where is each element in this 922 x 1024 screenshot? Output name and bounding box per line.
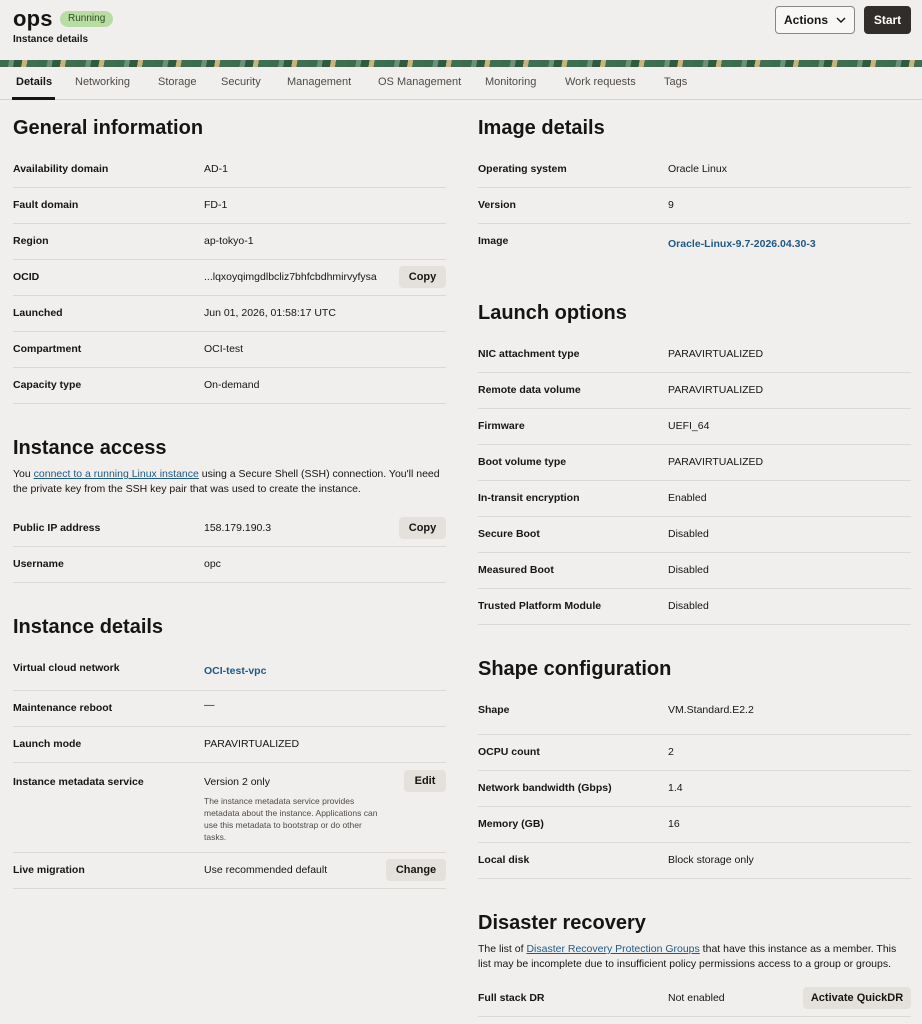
info-value: Oracle Linux xyxy=(668,163,727,175)
info-label: Network bandwidth (Gbps) xyxy=(478,782,612,794)
copy-ip-button[interactable]: Copy xyxy=(399,517,446,539)
tab-work-requests[interactable]: Work requests xyxy=(565,76,636,88)
image-row-image xyxy=(478,224,911,264)
vcn-link[interactable]: OCI-test-vpc xyxy=(204,665,267,677)
launch-row-remote-volume xyxy=(478,373,911,409)
info-value: PARAVIRTUALIZED xyxy=(668,456,764,468)
description-text: using a Secure Shell (SSH) connection. You'll need the private key from the SSH key pair that was used to create the instance. xyxy=(13,468,440,495)
launch-row-tpm xyxy=(478,589,911,625)
shape-row-ocpu xyxy=(478,735,911,771)
info-value: PARAVIRTUALIZED xyxy=(668,384,764,396)
instance-row-metadata-service xyxy=(13,763,446,853)
info-label: OCPU count xyxy=(478,746,540,758)
instance-access-description xyxy=(13,467,446,497)
info-label: Trusted Platform Module xyxy=(478,600,602,612)
tab-management[interactable]: Management xyxy=(287,76,352,88)
info-value: opc xyxy=(204,558,221,570)
info-label: Instance metadata service xyxy=(13,776,144,788)
info-label: Maintenance reboot xyxy=(13,702,113,714)
public-ip-value: 158.179.190.3 xyxy=(204,522,272,534)
page-title: ops xyxy=(13,6,53,31)
info-value: PARAVIRTUALIZED xyxy=(204,738,300,750)
tab-monitoring[interactable]: Monitoring xyxy=(485,76,537,88)
launch-row-encryption xyxy=(478,481,911,517)
info-label: Memory (GB) xyxy=(478,818,544,830)
instance-access-heading: Instance access xyxy=(13,437,167,459)
tab-networking[interactable]: Networking xyxy=(75,76,131,88)
tab-bar xyxy=(0,67,922,100)
shape-row-shape xyxy=(478,693,911,735)
disaster-recovery-description xyxy=(478,942,911,972)
info-value: UEFI_64 xyxy=(668,420,710,432)
dr-protection-groups-link[interactable]: Disaster Recovery Protection Groups xyxy=(526,943,700,955)
info-label: Local disk xyxy=(478,854,530,866)
launch-row-firmware xyxy=(478,409,911,445)
info-value: Block storage only xyxy=(668,854,754,866)
info-row-capacity-type xyxy=(13,368,446,404)
info-label: Version xyxy=(478,199,516,211)
general-information-heading: General information xyxy=(13,117,204,139)
info-value: Enabled xyxy=(668,492,707,504)
info-value: Version 2 only xyxy=(204,776,270,788)
info-row-region xyxy=(13,224,446,260)
info-label: OCID xyxy=(13,271,40,283)
info-row-fault-domain xyxy=(13,188,446,224)
instance-details-heading: Instance details xyxy=(13,616,164,638)
tab-security[interactable]: Security xyxy=(221,76,261,88)
info-value: 2 xyxy=(668,746,674,758)
info-value: On-demand xyxy=(204,379,260,391)
info-value: — xyxy=(204,699,215,711)
info-row-launched xyxy=(13,296,446,332)
status-badge: Running xyxy=(60,11,113,27)
info-label: Region xyxy=(13,235,49,247)
launch-row-secure-boot xyxy=(478,517,911,553)
info-label: Username xyxy=(13,558,64,570)
start-button[interactable]: Start xyxy=(864,6,911,34)
shape-row-local-disk xyxy=(478,843,911,879)
activate-quickdr-button[interactable]: Activate QuickDR xyxy=(803,987,911,1009)
instance-row-live-migration xyxy=(13,853,446,889)
info-value: Jun 01, 2026, 01:58:17 UTC xyxy=(204,307,336,319)
ocid-value: ...lqxoyqimgdlbcliz7bhfcbdhmirvyfysa xyxy=(204,271,377,283)
info-label: Launch mode xyxy=(13,738,82,750)
tab-os-management[interactable]: OS Management xyxy=(378,76,462,88)
active-tab-indicator xyxy=(12,97,55,100)
info-label: Launched xyxy=(13,307,63,319)
launch-row-measured-boot xyxy=(478,553,911,589)
info-value: Disabled xyxy=(668,564,709,576)
info-value: 16 xyxy=(668,818,680,830)
dr-row-full-stack xyxy=(478,981,911,1017)
edit-metadata-button[interactable]: Edit xyxy=(404,770,446,792)
shape-row-bandwidth xyxy=(478,771,911,807)
page-header xyxy=(0,0,922,60)
info-label: Remote data volume xyxy=(478,384,581,396)
copy-ocid-button[interactable]: Copy xyxy=(399,266,446,288)
info-label: Boot volume type xyxy=(478,456,567,468)
image-link[interactable]: Oracle-Linux-9.7-2026.04.30-3 xyxy=(668,238,816,250)
shape-row-memory xyxy=(478,807,911,843)
info-value: 9 xyxy=(668,199,674,211)
info-label: Full stack DR xyxy=(478,992,545,1004)
image-details-heading: Image details xyxy=(478,117,605,139)
access-row-public-ip xyxy=(13,511,446,547)
description-text: that have this instance as a member. This list may be incomplete due to insufficient policy permissions access to a group or groups. xyxy=(478,943,897,970)
connect-linux-instance-link[interactable]: connect to a running Linux instance xyxy=(33,468,199,480)
info-label: Image xyxy=(478,235,509,247)
info-label: Public IP address xyxy=(13,522,101,534)
description-text: The list of xyxy=(478,943,527,955)
tab-storage[interactable]: Storage xyxy=(158,76,197,88)
metadata-service-note: The instance metadata service provides metadata about the instance. Applications can use this metadata to bootstrap or do other tasks. xyxy=(204,796,378,842)
info-value: Disabled xyxy=(668,528,709,540)
info-label: Firmware xyxy=(478,420,525,432)
info-row-availability-domain xyxy=(13,152,446,188)
info-label: Availability domain xyxy=(13,163,109,175)
description-text: You xyxy=(13,468,34,480)
info-row-compartment xyxy=(13,332,446,368)
image-row-os xyxy=(478,152,911,188)
chevron-down-icon xyxy=(836,17,846,23)
info-value: 1.4 xyxy=(668,782,683,794)
page-subtitle: Instance details xyxy=(13,34,89,45)
info-label: Fault domain xyxy=(13,199,79,211)
launch-row-boot-volume xyxy=(478,445,911,481)
info-label: In-transit encryption xyxy=(478,492,580,504)
info-value: AD-1 xyxy=(204,163,228,175)
info-value: VM.Standard.E2.2 xyxy=(668,704,754,716)
info-value: Use recommended default xyxy=(204,864,328,876)
change-live-migration-button[interactable]: Change xyxy=(386,859,446,881)
info-label: Shape xyxy=(478,704,510,716)
info-label: Virtual cloud network xyxy=(13,662,120,674)
info-value: PARAVIRTUALIZED xyxy=(668,348,764,360)
instance-row-vcn xyxy=(13,651,446,691)
info-label: Compartment xyxy=(13,343,82,355)
info-value: OCI-test xyxy=(204,343,244,355)
shape-configuration-heading: Shape configuration xyxy=(478,658,672,680)
image-row-version xyxy=(478,188,911,224)
access-row-username xyxy=(13,547,446,583)
info-value: FD-1 xyxy=(204,199,228,211)
disaster-recovery-heading: Disaster recovery xyxy=(478,912,646,934)
launch-options-heading: Launch options xyxy=(478,302,627,324)
info-value: ap-tokyo-1 xyxy=(204,235,254,247)
launch-row-nic xyxy=(478,337,911,373)
tab-details[interactable]: Details xyxy=(16,76,53,88)
info-value: Not enabled xyxy=(668,992,725,1004)
header-banner xyxy=(0,60,922,67)
actions-button-label: Actions xyxy=(783,13,828,27)
actions-button[interactable] xyxy=(775,6,855,34)
info-row-ocid xyxy=(13,260,446,296)
instance-row-launch-mode xyxy=(13,727,446,763)
info-value: Disabled xyxy=(668,600,709,612)
info-label: Operating system xyxy=(478,163,567,175)
info-label: Capacity type xyxy=(13,379,82,391)
tab-tags[interactable]: Tags xyxy=(664,76,688,88)
instance-row-maintenance-reboot xyxy=(13,691,446,727)
info-label: Live migration xyxy=(13,864,85,876)
info-label: Measured Boot xyxy=(478,564,554,576)
info-label: NIC attachment type xyxy=(478,348,580,360)
info-label: Secure Boot xyxy=(478,528,540,540)
